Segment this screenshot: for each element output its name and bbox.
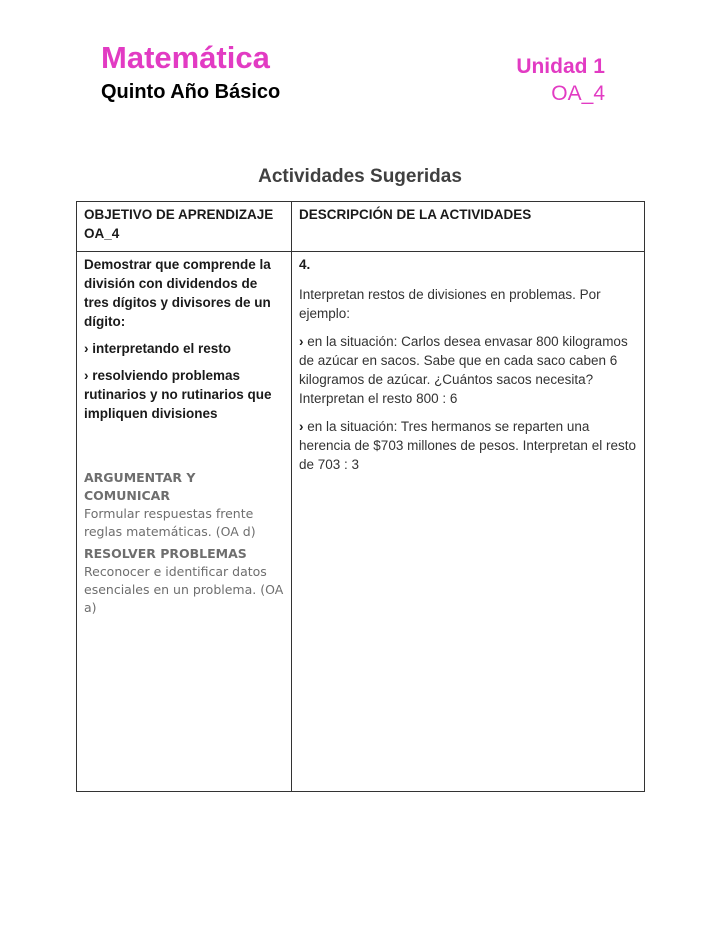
activity-item-text: en la situación: Carlos desea envasar 800 kilogramos de azúcar en sacos. Sabe que en cada saco caben 6 kilogramos de azúcar. ¿Cuántos sacos necesita? Interpretan el resto 800 : 6 bbox=[299, 334, 628, 406]
skills-block bbox=[84, 469, 284, 617]
oa-label: OA_4 bbox=[551, 82, 605, 105]
objective-bullet: › interpretando el resto bbox=[84, 341, 232, 356]
objective-statement: Demostrar que comprende la división con dividendos de tres dígitos y divisores de un dígito: bbox=[84, 257, 271, 329]
activity-item-text: en la situación: Tres hermanos se reparten una herencia de $703 millones de pesos. Interpretan el resto de 703 : 3 bbox=[299, 419, 636, 472]
description-column-header: DESCRIPCIÓN DE LA ACTIVIDADES bbox=[292, 202, 645, 252]
skill-text: Reconocer e identificar datos esenciales en un problema. (OA a) bbox=[84, 564, 284, 615]
activity-item-marker: › bbox=[299, 334, 304, 349]
skill-heading: RESOLVER PROBLEMAS bbox=[84, 546, 247, 561]
activities-table bbox=[76, 201, 645, 792]
objective-column-header: OBJETIVO DE APRENDIZAJE OA_4 bbox=[77, 202, 292, 252]
activity-cell bbox=[292, 252, 645, 792]
skill-heading: ARGUMENTAR Y COMUNICAR bbox=[84, 470, 196, 503]
activity-item bbox=[299, 417, 637, 474]
table-row bbox=[77, 252, 645, 792]
table-header-row bbox=[77, 202, 645, 252]
activity-item bbox=[299, 332, 637, 408]
objective-bullet: › resolviendo problemas rutinarios y no rutinarios que impliquen divisiones bbox=[84, 368, 272, 421]
section-title: Actividades Sugeridas bbox=[258, 166, 462, 187]
unit-label: Unidad 1 bbox=[516, 55, 605, 78]
activity-item-marker: › bbox=[299, 419, 304, 434]
activity-number: 4. bbox=[299, 257, 311, 272]
objective-cell bbox=[77, 252, 292, 792]
skill-text: Formular respuestas frente reglas matemáticas. (OA d) bbox=[84, 506, 256, 539]
grade-title: Quinto Año Básico bbox=[101, 81, 281, 103]
activity-intro: Interpretan restos de divisiones en problemas. Por ejemplo: bbox=[299, 287, 601, 321]
subject-title: Matemática bbox=[101, 40, 270, 75]
